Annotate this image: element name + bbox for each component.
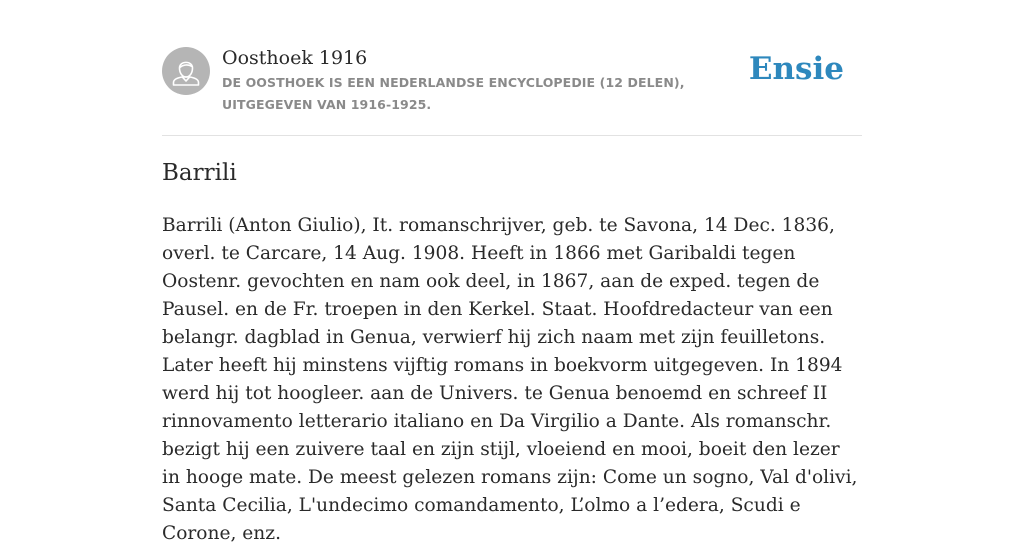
source-header: [162, 45, 862, 135]
user-silhouette-icon[interactable]: [162, 47, 210, 95]
ensie-logo[interactable]: Ensie: [748, 51, 844, 87]
source-description: DE OOSTHOEK IS EEN NEDERLANDSE ENCYCLOPEDIE (12 DELEN), UITGEGEVEN VAN 1916-1925.: [222, 75, 685, 112]
entry-body: Barrili (Anton Giulio), It. romanschrijver, geb. te Savona, 14 Dec. 1836, overl. te Carcare, 14 Aug. 1908. Heeft in 1866 met Garibaldi tegen Oostenr. gevochten en nam ook deel, in 1867, aan de exped. tegen de Pausel. en de Fr. troepen in den Kerkel. Staat. Hoofdredacteur van een belangr. dagblad in Genua, verwierf hij zich naam met zijn feuilletons. Later heeft hij minstens vijftig romans in boekvorm uitgegeven. In 1894 werd hij tot hoogleer. aan de Univers. te Genua benoemd en schreef II rinnovamento letterario italiano en Da Virgilio a Dante. Als romanschr. bezigt hij een zuivere taal en zijn stijl, vloeiend en mooi, boeit den lezer in hooge mate. De meest gelezen romans zijn: Come un sogno, Val d'olivi, Santa Cecilia, L'undecimo comandamento, L’olmo a l’edera, Scudi e Corone, enz.: [162, 215, 858, 544]
source-title[interactable]: Oosthoek 1916: [222, 47, 368, 69]
header-divider: [162, 135, 862, 136]
entry-title: Barrili: [162, 160, 237, 186]
